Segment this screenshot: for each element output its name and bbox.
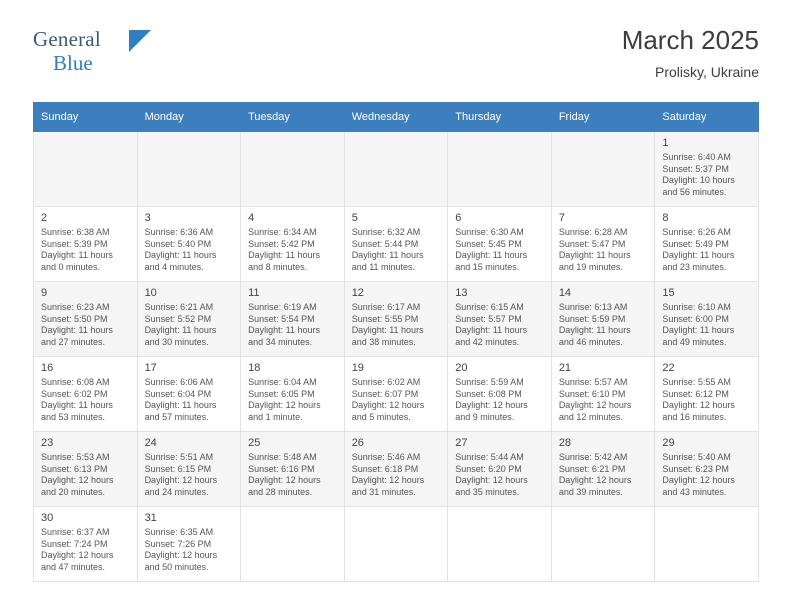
day-number: 28: [558, 437, 572, 449]
calendar-day-cell[interactable]: [344, 282, 448, 357]
daylight-text-line2: and 34 minutes.: [248, 336, 313, 347]
sunset-text: Sunset: 6:10 PM: [558, 388, 626, 399]
day-sun-info: [455, 302, 545, 348]
daylight-text-line2: and 16 minutes.: [662, 411, 727, 422]
daylight-text-line2: and 49 minutes.: [662, 336, 727, 347]
weekday-header-row: [34, 103, 759, 132]
weekday-header-friday: Friday: [551, 103, 655, 132]
calendar-day-cell[interactable]: [241, 357, 345, 432]
day-sun-info: [248, 452, 338, 498]
weekday-header-tuesday: Tuesday: [241, 103, 345, 132]
calendar-cell-empty: [241, 507, 345, 582]
day-number: 11: [248, 287, 260, 299]
logo-text-general: General: [33, 27, 101, 51]
day-sun-info: [559, 377, 649, 423]
calendar-week-row: [34, 282, 759, 357]
calendar-week-row: [34, 357, 759, 432]
calendar-day-cell[interactable]: [344, 207, 448, 282]
sunset-text: Sunset: 5:57 PM: [455, 313, 522, 324]
day-number: 5: [351, 212, 358, 224]
sunrise-text: Sunrise: 6:10 AM: [662, 302, 731, 312]
daylight-text-line1: Daylight: 12 hours: [455, 400, 528, 410]
day-sun-info: [559, 452, 649, 498]
calendar-day-cell[interactable]: [137, 357, 241, 432]
calendar-day-cell[interactable]: [551, 357, 655, 432]
day-number: 12: [351, 287, 364, 299]
daylight-text-line1: Daylight: 12 hours: [662, 475, 735, 485]
sunrise-text: Sunrise: 6:38 AM: [41, 227, 110, 237]
daylight-text-line2: and 53 minutes.: [41, 411, 106, 422]
day-sun-info: [41, 302, 131, 348]
day-sun-info: [455, 227, 545, 273]
day-number: 27: [455, 437, 468, 449]
daylight-text-line1: Daylight: 12 hours: [351, 475, 425, 485]
sunset-text: Sunset: 6:04 PM: [144, 388, 212, 399]
sunset-text: Sunset: 5:59 PM: [558, 313, 626, 324]
calendar-day-cell[interactable]: [137, 507, 241, 582]
sunset-text: Sunset: 6:08 PM: [455, 388, 522, 399]
daylight-text-line1: Daylight: 11 hours: [41, 400, 113, 410]
day-number: 9: [41, 287, 48, 299]
daylight-text-line1: Daylight: 11 hours: [455, 325, 528, 335]
calendar-week-row: [34, 207, 759, 282]
calendar-day-cell[interactable]: [241, 432, 345, 507]
day-sun-info: [455, 452, 545, 498]
daylight-text-line1: Daylight: 12 hours: [144, 550, 218, 560]
daylight-text-line2: and 4 minutes.: [144, 261, 204, 272]
location-label: Prolisky, Ukraine: [655, 64, 759, 80]
calendar-day-cell[interactable]: [551, 432, 655, 507]
daylight-text-line1: Daylight: 12 hours: [144, 475, 218, 485]
sunrise-text: Sunrise: 6:17 AM: [351, 302, 421, 312]
daylight-text-line2: and 0 minutes.: [41, 261, 101, 272]
calendar-table: [33, 102, 759, 582]
calendar-week-row: [34, 132, 759, 207]
daylight-text-line1: Daylight: 12 hours: [41, 550, 114, 560]
calendar-day-cell[interactable]: [655, 357, 759, 432]
daylight-text-line2: and 43 minutes.: [662, 486, 727, 497]
sunset-text: Sunset: 6:23 PM: [662, 463, 729, 474]
daylight-text-line2: and 56 minutes.: [662, 186, 727, 197]
day-number: 13: [455, 287, 468, 299]
daylight-text-line2: and 38 minutes.: [351, 336, 416, 347]
daylight-text-line2: and 9 minutes.: [455, 411, 515, 422]
day-number: 29: [662, 437, 675, 449]
day-sun-info: [662, 452, 752, 498]
sunrise-text: Sunrise: 6:19 AM: [248, 302, 317, 312]
calendar-cell-empty: [137, 132, 241, 207]
weekday-header-monday: Monday: [137, 103, 241, 132]
calendar-day-cell[interactable]: [448, 432, 552, 507]
day-number: 30: [41, 512, 54, 524]
sunrise-text: Sunrise: 6:06 AM: [144, 377, 214, 387]
page-title: March 2025: [621, 25, 759, 55]
sunset-text: Sunset: 6:05 PM: [248, 388, 315, 399]
day-number: 2: [41, 212, 48, 224]
day-sun-info: [352, 452, 442, 498]
calendar-day-cell[interactable]: [34, 432, 138, 507]
sunrise-text: Sunrise: 6:34 AM: [248, 227, 317, 237]
daylight-text-line1: Daylight: 11 hours: [41, 325, 113, 335]
daylight-text-line1: Daylight: 12 hours: [558, 400, 632, 410]
daylight-text-line2: and 46 minutes.: [558, 336, 623, 347]
sunrise-text: Sunrise: 5:55 AM: [662, 377, 731, 387]
logo: [33, 22, 148, 76]
daylight-text-line2: and 35 minutes.: [455, 486, 520, 497]
calendar-day-cell[interactable]: [137, 207, 241, 282]
daylight-text-line1: Daylight: 11 hours: [662, 325, 735, 335]
sunset-text: Sunset: 5:49 PM: [662, 238, 729, 249]
daylight-text-line2: and 11 minutes.: [351, 261, 416, 272]
day-number: 22: [662, 362, 675, 374]
sunset-text: Sunset: 6:16 PM: [248, 463, 315, 474]
daylight-text-line2: and 50 minutes.: [144, 561, 209, 572]
calendar-cell-empty: [241, 132, 345, 207]
calendar-day-cell[interactable]: [655, 432, 759, 507]
day-sun-info: [145, 302, 235, 348]
calendar-day-cell[interactable]: [344, 357, 448, 432]
calendar-day-cell[interactable]: [34, 507, 138, 582]
daylight-text-line1: Daylight: 11 hours: [248, 325, 320, 335]
sunrise-text: Sunrise: 5:42 AM: [558, 452, 628, 462]
daylight-text-line2: and 8 minutes.: [248, 261, 308, 272]
sunrise-text: Sunrise: 6:30 AM: [455, 227, 524, 237]
daylight-text-line1: Daylight: 12 hours: [248, 475, 321, 485]
daylight-text-line1: Daylight: 12 hours: [351, 400, 425, 410]
daylight-text-line1: Daylight: 11 hours: [144, 400, 217, 410]
sunrise-text: Sunrise: 6:23 AM: [41, 302, 110, 312]
day-sun-info: [145, 452, 235, 498]
calendar-week-row: [34, 432, 759, 507]
day-sun-info: [145, 377, 235, 423]
day-number: 6: [455, 212, 462, 224]
day-sun-info: [662, 302, 752, 348]
daylight-text-line2: and 5 minutes.: [351, 411, 411, 422]
calendar-day-cell[interactable]: [448, 282, 552, 357]
daylight-text-line1: Daylight: 11 hours: [248, 250, 320, 260]
calendar-day-cell[interactable]: [137, 432, 241, 507]
day-number: 19: [351, 362, 364, 374]
sunset-text: Sunset: 7:24 PM: [41, 538, 108, 549]
calendar-day-cell[interactable]: [655, 282, 759, 357]
daylight-text-line2: and 20 minutes.: [41, 486, 106, 497]
logo-text-blue: Blue: [53, 51, 93, 75]
daylight-text-line2: and 24 minutes.: [144, 486, 209, 497]
daylight-text-line1: Daylight: 10 hours: [662, 175, 735, 185]
daylight-text-line2: and 15 minutes.: [455, 261, 520, 272]
sunset-text: Sunset: 5:44 PM: [351, 238, 419, 249]
sunset-text: Sunset: 6:07 PM: [351, 388, 419, 399]
sunrise-text: Sunrise: 6:15 AM: [455, 302, 524, 312]
page-header: [33, 22, 759, 94]
day-sun-info: [41, 452, 131, 498]
daylight-text-line1: Daylight: 11 hours: [144, 325, 217, 335]
sunset-text: Sunset: 7:26 PM: [144, 538, 212, 549]
day-number: 17: [144, 362, 157, 374]
sunrise-text: Sunrise: 5:51 AM: [144, 452, 214, 462]
calendar-cell-empty: [344, 132, 448, 207]
day-number: 15: [662, 287, 675, 299]
daylight-text-line2: and 12 minutes.: [558, 411, 623, 422]
calendar-day-cell[interactable]: [448, 357, 552, 432]
sunrise-text: Sunrise: 6:40 AM: [662, 152, 731, 162]
sunset-text: Sunset: 5:50 PM: [41, 313, 108, 324]
day-sun-info: [559, 227, 649, 273]
daylight-text-line1: Daylight: 11 hours: [558, 325, 631, 335]
calendar-cell-empty: [448, 132, 552, 207]
day-number: 23: [41, 437, 54, 449]
daylight-text-line2: and 39 minutes.: [558, 486, 623, 497]
sunset-text: Sunset: 5:40 PM: [144, 238, 212, 249]
day-number: 21: [558, 362, 572, 374]
sunset-text: Sunset: 5:45 PM: [455, 238, 522, 249]
day-sun-info: [248, 227, 338, 273]
day-number: 31: [144, 512, 157, 524]
daylight-text-line2: and 19 minutes.: [558, 261, 623, 272]
day-sun-info: [352, 302, 442, 348]
daylight-text-line1: Daylight: 11 hours: [455, 250, 528, 260]
calendar-cell-empty: [34, 132, 138, 207]
sunrise-text: Sunrise: 5:48 AM: [248, 452, 317, 462]
calendar-day-cell[interactable]: [655, 207, 759, 282]
weekday-header-thursday: Thursday: [448, 103, 552, 132]
day-number: 10: [144, 287, 157, 299]
sunrise-text: Sunrise: 5:53 AM: [41, 452, 110, 462]
day-sun-info: [662, 152, 752, 198]
sunset-text: Sunset: 5:47 PM: [558, 238, 626, 249]
calendar-day-cell[interactable]: [344, 432, 448, 507]
daylight-text-line2: and 27 minutes.: [41, 336, 106, 347]
day-sun-info: [559, 302, 649, 348]
day-sun-info: [248, 302, 338, 348]
sunset-text: Sunset: 5:54 PM: [248, 313, 315, 324]
day-sun-info: [41, 377, 131, 423]
calendar-day-cell[interactable]: [34, 282, 138, 357]
day-number: 26: [351, 437, 364, 449]
calendar-day-cell[interactable]: [551, 207, 655, 282]
calendar-day-cell[interactable]: [241, 282, 345, 357]
sunset-text: Sunset: 6:15 PM: [144, 463, 212, 474]
sunset-text: Sunset: 6:20 PM: [455, 463, 522, 474]
sunrise-text: Sunrise: 5:59 AM: [455, 377, 524, 387]
day-sun-info: [248, 377, 338, 423]
daylight-text-line2: and 28 minutes.: [248, 486, 313, 497]
day-sun-info: [352, 227, 442, 273]
calendar-day-cell[interactable]: [448, 207, 552, 282]
daylight-text-line2: and 47 minutes.: [41, 561, 106, 572]
sunset-text: Sunset: 6:18 PM: [351, 463, 419, 474]
sunset-text: Sunset: 6:12 PM: [662, 388, 729, 399]
daylight-text-line1: Daylight: 11 hours: [662, 250, 735, 260]
calendar-week-row: [34, 507, 759, 582]
daylight-text-line1: Daylight: 12 hours: [662, 400, 735, 410]
sunset-text: Sunset: 6:00 PM: [662, 313, 729, 324]
day-sun-info: [145, 527, 235, 573]
sunset-text: Sunset: 5:37 PM: [662, 163, 729, 174]
sunset-text: Sunset: 5:55 PM: [351, 313, 419, 324]
calendar-day-cell[interactable]: [655, 132, 759, 207]
day-number: 8: [662, 212, 669, 224]
sunset-text: Sunset: 6:13 PM: [41, 463, 108, 474]
sunrise-text: Sunrise: 6:13 AM: [558, 302, 628, 312]
sunset-text: Sunset: 6:02 PM: [41, 388, 108, 399]
sunrise-text: Sunrise: 5:46 AM: [351, 452, 421, 462]
calendar-cell-empty: [448, 507, 552, 582]
weekday-header-saturday: Saturday: [655, 103, 759, 132]
calendar-cell-empty: [344, 507, 448, 582]
sunrise-text: Sunrise: 6:35 AM: [144, 527, 214, 537]
calendar-day-cell[interactable]: [551, 282, 655, 357]
day-number: 7: [558, 212, 565, 224]
sunrise-text: Sunrise: 6:04 AM: [248, 377, 317, 387]
sunrise-text: Sunrise: 5:40 AM: [662, 452, 731, 462]
sunrise-text: Sunrise: 5:57 AM: [558, 377, 628, 387]
day-number: 25: [248, 437, 261, 449]
daylight-text-line1: Daylight: 11 hours: [351, 250, 424, 260]
calendar-day-cell[interactable]: [34, 357, 138, 432]
title-block: [622, 22, 759, 82]
calendar-body: [34, 132, 759, 582]
daylight-text-line2: and 23 minutes.: [662, 261, 727, 272]
sunset-text: Sunset: 5:42 PM: [248, 238, 315, 249]
day-sun-info: [145, 227, 235, 273]
calendar-cell-empty: [551, 507, 655, 582]
day-number: 3: [144, 212, 151, 224]
daylight-text-line1: Daylight: 11 hours: [41, 250, 113, 260]
sunrise-text: Sunrise: 6:36 AM: [144, 227, 214, 237]
sunrise-text: Sunrise: 6:28 AM: [558, 227, 628, 237]
daylight-text-line2: and 31 minutes.: [351, 486, 416, 497]
sunset-text: Sunset: 6:21 PM: [558, 463, 626, 474]
calendar-day-cell[interactable]: [137, 282, 241, 357]
calendar-day-cell[interactable]: [34, 207, 138, 282]
sunrise-text: Sunrise: 6:26 AM: [662, 227, 731, 237]
daylight-text-line2: and 42 minutes.: [455, 336, 520, 347]
day-number: 16: [41, 362, 54, 374]
day-sun-info: [41, 527, 131, 573]
sunrise-text: Sunrise: 6:21 AM: [144, 302, 214, 312]
daylight-text-line1: Daylight: 11 hours: [144, 250, 217, 260]
flag-icon: [129, 30, 151, 52]
daylight-text-line2: and 1 minute.: [248, 411, 303, 422]
sunset-text: Sunset: 5:39 PM: [41, 238, 108, 249]
sunrise-text: Sunrise: 6:37 AM: [41, 527, 110, 537]
day-number: 18: [248, 362, 261, 374]
sunset-text: Sunset: 5:52 PM: [144, 313, 212, 324]
daylight-text-line2: and 30 minutes.: [144, 336, 209, 347]
sunrise-text: Sunrise: 5:44 AM: [455, 452, 524, 462]
calendar-cell-empty: [551, 132, 655, 207]
day-number: 4: [248, 212, 255, 224]
calendar-day-cell[interactable]: [241, 207, 345, 282]
sunrise-text: Sunrise: 6:08 AM: [41, 377, 110, 387]
weekday-header-wednesday: Wednesday: [344, 103, 448, 132]
sunrise-text: Sunrise: 6:02 AM: [351, 377, 421, 387]
calendar-cell-empty: [655, 507, 759, 582]
daylight-text-line1: Daylight: 12 hours: [41, 475, 114, 485]
day-sun-info: [662, 227, 752, 273]
sunrise-text: Sunrise: 6:32 AM: [351, 227, 421, 237]
daylight-text-line1: Daylight: 11 hours: [351, 325, 424, 335]
weekday-header-sunday: Sunday: [34, 103, 138, 132]
day-number: 14: [558, 287, 572, 299]
day-sun-info: [41, 227, 131, 273]
day-number: 20: [455, 362, 468, 374]
day-sun-info: [352, 377, 442, 423]
daylight-text-line1: Daylight: 12 hours: [455, 475, 528, 485]
day-sun-info: [455, 377, 545, 423]
day-number: 24: [144, 437, 157, 449]
day-sun-info: [662, 377, 752, 423]
daylight-text-line1: Daylight: 11 hours: [558, 250, 631, 260]
daylight-text-line1: Daylight: 12 hours: [558, 475, 632, 485]
daylight-text-line2: and 57 minutes.: [144, 411, 209, 422]
day-number: 1: [662, 137, 669, 149]
daylight-text-line1: Daylight: 12 hours: [248, 400, 321, 410]
